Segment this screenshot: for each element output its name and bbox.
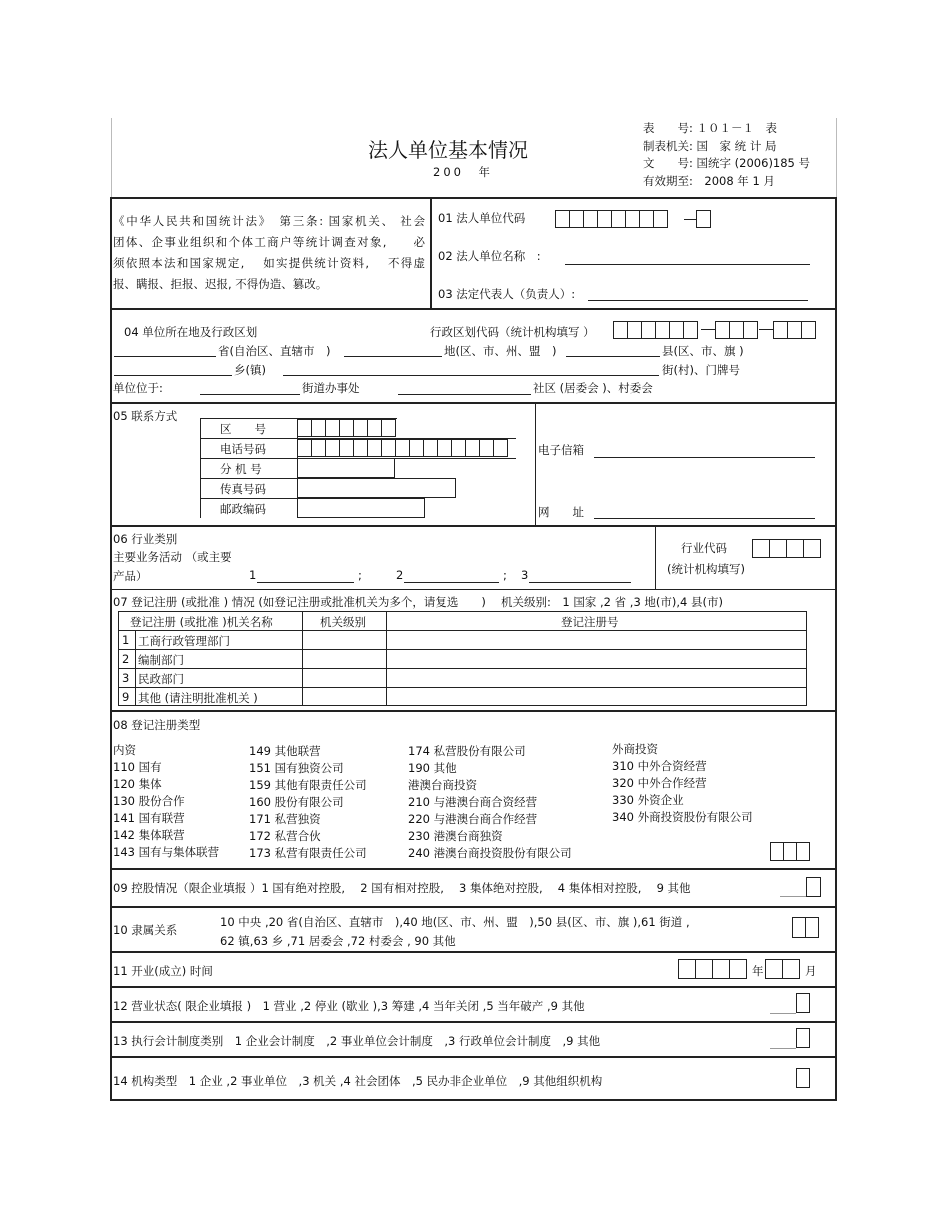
reg-row-no: 9 <box>122 690 130 704</box>
township-label: 乡(镇) <box>234 363 266 377</box>
holding-guide <box>780 896 806 897</box>
area-code-label: 区 号 <box>220 422 266 436</box>
opening-date-label: 11 开业(成立) 时间 <box>113 964 213 978</box>
accounting-system-label: 13 执行会计制度类别 1 企业会计制度 ,2 事业单位会计制度 ,3 行政单位会计制度 ,9 其他 <box>113 1034 601 1048</box>
affiliation-options-2: 62 镇,63 乡 ,71 居委会 ,72 村委会 , 90 其他 <box>220 934 456 948</box>
division-dash-1 <box>701 329 715 330</box>
activity-2-input[interactable] <box>404 582 499 583</box>
street-input[interactable] <box>283 375 659 376</box>
industry-code-label: 行业代码 <box>681 541 727 555</box>
contact-label: 05 联系方式 <box>113 409 178 423</box>
document-no: 文 号: 国统字 (2006)185 号 <box>643 156 811 170</box>
reg-type-col-4: 外商投资 310 中外合资经营 320 中外合作经营 330 外资企业 340 外商投资股份有限公司 <box>612 742 753 824</box>
institution-type-label: 14 机构类型 1 企业 ,2 事业单位 ,3 机关 ,4 社会团体 ,5 民办非企业单位 ,9 其他组织机构 <box>113 1074 603 1088</box>
reg-row-no: 2 <box>122 652 130 666</box>
year-label: 年 <box>752 964 764 978</box>
reg-type-col-1: 内资 110 国有 120 集体 130 股份合作 141 国有联营 142 集体联营 143 国有与集体联营 <box>113 743 220 859</box>
county-label: 县(区、市、旗 ) <box>662 344 744 358</box>
form-no: 表 号: １０１－１ 表 <box>643 121 778 135</box>
sec13-bottom <box>110 1056 837 1058</box>
industry-code-input[interactable] <box>753 539 821 558</box>
accounting-guide <box>770 1048 796 1049</box>
reg-type-label: 08 登记注册类型 <box>113 718 201 732</box>
sec08-bottom <box>110 868 837 870</box>
issuing-authority: 制表机关: 国 家 统 计 局 <box>643 139 777 153</box>
division-code-c[interactable] <box>774 321 816 339</box>
sec09-bottom <box>110 906 837 908</box>
reg-type-code-input[interactable] <box>771 842 810 861</box>
reg-row-name: 编制部门 <box>138 653 184 667</box>
sec07-bottom <box>110 710 837 712</box>
statistics-law-notice: 《中华人民共和国统计法》 第三条: 国家机关、 社会 团体、企事业组织和个体工商户等统计调查对象, 必 须依照本法和国家规定, 如实提供统计资料, 不得虚 报、瞒报、拒报、迟报, 不得伪造、篡改。 <box>113 214 425 291</box>
affiliation-code-input[interactable] <box>793 917 819 938</box>
website-label: 网 址 <box>538 505 584 519</box>
org-code-input[interactable] <box>556 210 668 228</box>
main-activity-label: 主要业务活动 （或主要 <box>113 550 232 564</box>
org-code-dash <box>684 219 696 220</box>
reg-row-name: 工商行政管理部门 <box>138 634 230 648</box>
holding-code-input[interactable] <box>806 877 821 897</box>
reg-type-col-2: 149 其他联营 151 国有独资公司 159 其他有限责任公司 160 股份有限公司 171 私营独资 172 私营合伙 173 私营有限责任公司 <box>249 744 367 860</box>
subdistrict-label: 街道办事处 <box>302 381 360 395</box>
accounting-system-input[interactable] <box>796 1028 810 1048</box>
reg-header-no: 登记注册号 <box>561 615 619 629</box>
reg-header-name: 登记注册 (或批准 )机关名称 <box>130 615 273 629</box>
extension-label: 分 机 号 <box>220 462 262 476</box>
opening-year-input[interactable] <box>679 959 747 979</box>
top-left-guide <box>111 118 112 200</box>
opening-month-input[interactable] <box>766 959 800 979</box>
reg-col-line-1 <box>302 611 303 706</box>
reg-row-line-1 <box>118 630 807 631</box>
sec05-bottom <box>110 525 837 527</box>
institution-type-input[interactable] <box>796 1068 810 1088</box>
fax-label: 传真号码 <box>220 482 266 496</box>
province-label: 省(自治区、直辖市 ) <box>218 344 331 358</box>
activity-1-sep: ; <box>358 568 362 582</box>
phone-label: 电话号码 <box>220 442 266 456</box>
legal-rep-input[interactable] <box>588 300 808 301</box>
affiliation-options-1: 10 中央 ,20 省(自治区、直辖市 ),40 地(区、市、州、盟 ),50 县(区、市、旗 ),61 街道 , <box>220 915 690 929</box>
activity-2-no: 2 <box>396 568 404 582</box>
valid-until: 有效期至: 2008 年 1 月 <box>643 174 775 188</box>
reg-row-name: 其他 (请注明批准机关 ) <box>138 691 258 705</box>
community-input[interactable] <box>398 394 531 395</box>
month-label: 月 <box>805 964 817 978</box>
email-label: 电子信箱 <box>538 443 584 457</box>
sec12-bottom <box>110 1021 837 1023</box>
main-activity-label-2: 产品） <box>113 569 148 583</box>
location-label: 04 单位所在地及行政区划 <box>124 325 258 339</box>
extension-input[interactable] <box>297 458 395 478</box>
county-input[interactable] <box>566 356 660 357</box>
activity-1-no: 1 <box>249 568 257 582</box>
business-status-label: 12 营业状态( 限企业填报 ) 1 营业 ,2 停业 (歇业 ),3 筹建 ,4 当年关闭 ,5 当年破产 ,9 其他 <box>113 999 585 1013</box>
sec1-bottom <box>110 308 837 310</box>
industry-divider <box>655 525 656 589</box>
division-code-a[interactable] <box>614 321 698 339</box>
province-input[interactable] <box>114 356 216 357</box>
street-no-label: 街(村)、门牌号 <box>662 363 740 377</box>
area-code-input[interactable] <box>298 419 396 437</box>
status-guide <box>770 1013 796 1014</box>
reg-type-col-3: 174 私营股份有限公司 190 其他 港澳台商投资 210 与港澳台商合资经营 220 与港澳台商合作经营 230 港澳台商独资 240 港澳台商投资股份有限公司 <box>408 744 572 860</box>
city-input[interactable] <box>344 356 442 357</box>
affiliation-label: 10 隶属关系 <box>113 923 178 937</box>
sec10-bottom <box>110 951 837 953</box>
org-name-label: 02 法人单位名称 : <box>438 249 541 263</box>
reg-row-line-2 <box>118 649 807 650</box>
city-label: 地(区、市、州、盟 ) <box>444 344 557 358</box>
reg-col-line-2 <box>386 611 387 706</box>
business-status-input[interactable] <box>796 993 810 1013</box>
org-code-check-input[interactable] <box>697 210 711 228</box>
top-right-guide <box>836 118 837 200</box>
reg-header-level: 机关级别 <box>320 615 366 629</box>
activity-1-input[interactable] <box>257 582 354 583</box>
sec06-bottom <box>110 589 837 590</box>
subdistrict-input[interactable] <box>200 394 300 395</box>
activity-3-input[interactable] <box>529 582 631 583</box>
org-name-input[interactable] <box>565 264 810 265</box>
division-dash-2 <box>759 329 773 330</box>
phone-input[interactable] <box>298 439 508 457</box>
township-input[interactable] <box>114 375 232 376</box>
website-input[interactable] <box>594 518 815 519</box>
reg-row-no: 3 <box>122 671 130 685</box>
sec11-bottom <box>110 986 837 988</box>
sec1-divider <box>430 197 432 309</box>
registration-label: 07 登记注册 (或批准 ) 情况 (如登记注册或批准机关为多个，请复选 ) 机关级别: 1 国家 ,2 省 ,3 地(市),4 县(市) <box>113 595 723 609</box>
form-year: 200 年 <box>433 165 493 179</box>
postcode-input[interactable] <box>297 498 425 518</box>
division-code-b[interactable] <box>716 321 758 339</box>
contact-table-left <box>200 418 201 518</box>
reg-row-line-4 <box>118 687 807 688</box>
reg-row-name: 民政部门 <box>138 672 184 686</box>
holding-label: 09 控股情况（限企业填报 ）1 国有绝对控股, 2 国有相对控股, 3 集体绝对控股, 4 集体相对控股, 9 其他 <box>113 881 691 895</box>
org-code-label: 01 法人单位代码 <box>438 211 526 225</box>
industry-label: 06 行业类别 <box>113 532 178 546</box>
division-code-label: 行政区划代码（统计机构填写 ） <box>430 325 595 339</box>
activity-2-sep: ; <box>503 568 507 582</box>
contact-divider <box>535 402 536 525</box>
reg-row-no: 1 <box>122 633 130 647</box>
form-title: 法人单位基本情况 <box>368 138 528 162</box>
postcode-label: 邮政编码 <box>220 502 266 516</box>
fax-input[interactable] <box>297 478 456 498</box>
industry-code-note: (统计机构填写) <box>667 562 745 576</box>
legal-rep-label: 03 法定代表人（负责人）: <box>438 287 576 301</box>
sec04-bottom <box>110 402 837 404</box>
reg-row-line-3 <box>118 668 807 669</box>
community-label: 社区 (居委会 )、村委会 <box>533 381 653 395</box>
located-label: 单位位于: <box>113 381 163 395</box>
email-input[interactable] <box>594 457 815 458</box>
activity-3-no: 3 <box>521 568 529 582</box>
